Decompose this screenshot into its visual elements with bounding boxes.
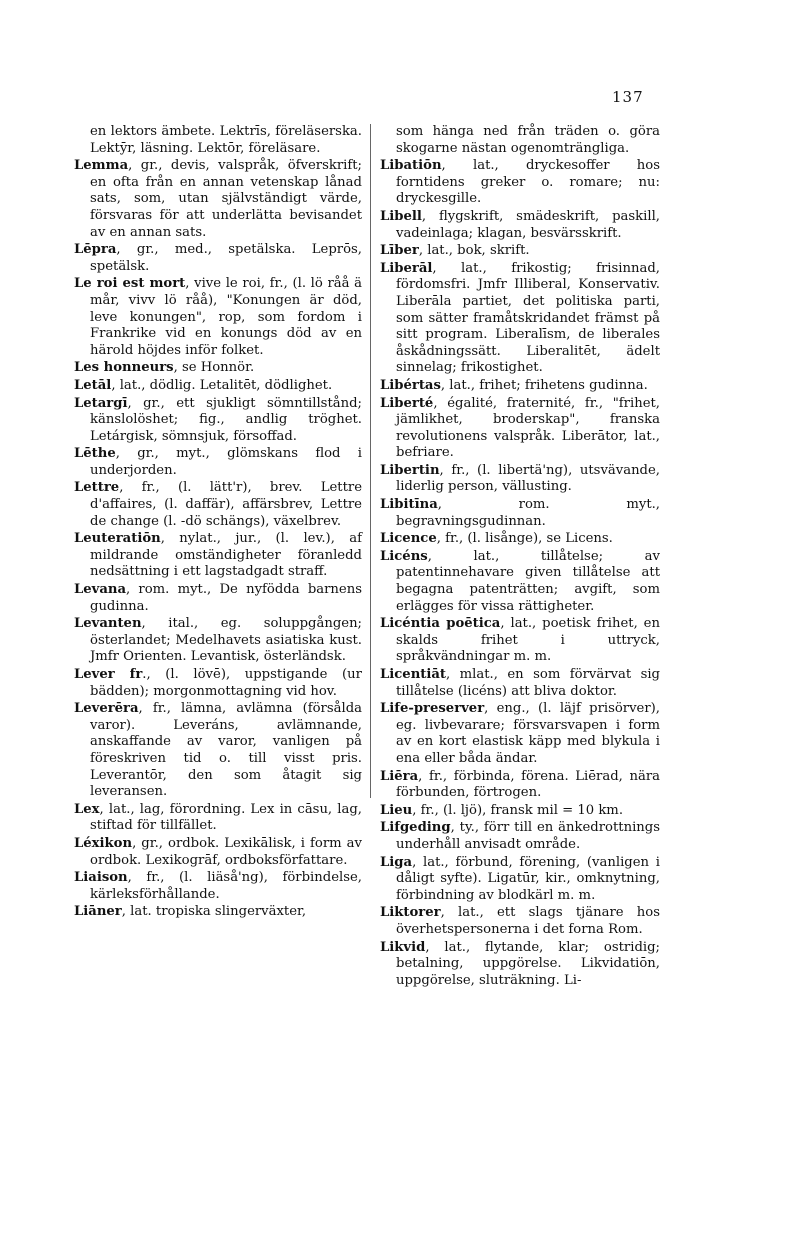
- dictionary-entry: Līber, lat., bok, skrift.: [380, 243, 530, 259]
- entry-headword: Licéntia poētica: [380, 616, 501, 632]
- dictionary-entry: Libell, flygskrift, smädeskrift, paskill, vadeinlaga; klagan, besvärsskrift.: [380, 208, 660, 241]
- entry-headword: Leuteratiōn: [74, 531, 161, 547]
- dictionary-entry: Levanten, ital., eg. soluppgången; österlandet; Medelhavets asiatiska kust. Jmfr Orienten. Levantisk, österländsk.: [74, 616, 362, 665]
- dictionary-entry: Letāl, lat., dödlig. Letalitēt, dödlighet.: [74, 377, 333, 393]
- entry-headword: Lever fr: [74, 667, 143, 682]
- dictionary-entry: Lex, lat., lag, förordning. Lex in cāsu, lag, stiftad för tillfället.: [74, 801, 362, 834]
- entry-headword: Liberāl: [380, 260, 433, 276]
- entry-headword: Libértas: [380, 377, 441, 393]
- dictionary-entry: Libatiōn, lat., dryckesoffer hos forntidens greker o. romare; nu: dryckesgille.: [380, 158, 660, 207]
- dictionary-entry: Le roi est mort, vive le roi, fr., (l. lö råå ä mår, vivv lö råå), "Konungen är död, leve konungen", rop, som fordom i Frankrike vid en konungs död av en härold höjdes inför folket.: [74, 276, 363, 358]
- dictionary-entry: Liktorer, lat., ett slags tjänare hos överhetspersonerna i det forna Rom.: [380, 905, 660, 937]
- dictionary-entry: en lektors ämbete. Lektrīs, föreläserska. Lektȳr, läsning. Lektōr, föreläsare.: [90, 124, 362, 156]
- page-number: 137: [612, 88, 644, 106]
- entry-headword: Liaison: [74, 870, 128, 886]
- dictionary-entry: Libertin, fr., (l. libertä'ng), utsvävande, liderlig person, vällusting.: [380, 462, 660, 495]
- entry-headword: Les honneurs: [74, 360, 174, 376]
- entry-headword: Libell: [380, 208, 422, 224]
- dictionary-entry: Lemma, gr., devis, valspråk, öfverskrift; en ofta från en annan vetenskap lånad sats, som, utan självständigt värde, försvaras för att underlätta bevisandet av en annan sats.: [74, 158, 362, 240]
- entry-headword: Libertin: [380, 462, 440, 478]
- dictionary-entry: Lettre, fr., (l. lätt'r), brev. Lettre d'affaires, (l. daffär), affärsbrev, Lettre de change (l. -dö schängs), växelbrev.: [74, 480, 362, 529]
- dictionary-entry: som hänga ned från träden o. göra skogarne nästan ogenomträngliga.: [396, 124, 660, 156]
- entry-headword: Letargī: [74, 395, 128, 411]
- dictionary-entry: Les honneurs, se Honnör.: [74, 360, 255, 376]
- entry-headword: Lemma: [74, 158, 129, 174]
- dictionary-entry: Liaison, fr., (l. liäså'ng), förbindelse, kärleksförhållande.: [74, 870, 362, 902]
- entry-headword: Léxikon: [74, 835, 133, 851]
- dictionary-entry: Leuteratiōn, nylat., jur., (l. lev.), af mildrande omständigheter föranledd nedsättning i ett lagstadgadt straff.: [74, 531, 362, 580]
- dictionary-entry: Licéns, lat., tillåtelse; av patentinnehavare given tillåtelse att begagna patenträtten; avgift, som erlägges för vissa rättigheter.: [380, 548, 660, 614]
- entry-headword: Libatiōn: [380, 158, 442, 174]
- entry-headword: Letāl: [74, 377, 112, 393]
- dictionary-entry: Libértas, lat., frihet; frihetens gudinna.: [380, 377, 648, 393]
- dictionary-entry: Liberāl, lat., frikostig; frisinnad, fördomsfri. Jmfr Illiberal, Konservativ. Liberāla partiet, det politiska parti, som sätter framåtskridandet främst på sitt program. Liberalīsm, de liberales åskådningssätt. Liberalitēt, ädelt sinnelag; frikostighet.: [380, 260, 660, 376]
- entry-headword: Liga: [380, 854, 413, 870]
- entry-headword: Lēpra: [74, 242, 117, 258]
- dictionary-entry: Lever fr., (l. lövē), uppstigande (ur bädden); morgonmottagning vid hov.: [74, 667, 362, 699]
- entry-headword: Liberté: [380, 395, 434, 411]
- entry-headword: Liēra: [380, 768, 419, 784]
- entry-headword: Liktorer: [380, 905, 441, 921]
- dictionary-entry: Liga, lat., förbund, förening, (vanligen i dåligt syfte). Ligatūr, kir., omknytning, förbindning av blodkärl m. m.: [380, 854, 660, 903]
- dictionary-entry: Lēpra, gr., med., spetälska. Leprōs, spetälsk.: [74, 242, 362, 274]
- dictionary-entry: Libitīna, rom. myt., begravningsgudinnan.: [380, 497, 660, 529]
- entry-headword: Leverēra: [74, 701, 139, 717]
- entry-headword: Līber: [380, 243, 419, 259]
- entry-headword: Libitīna: [380, 497, 438, 513]
- entry-headword: Licéns: [380, 548, 428, 564]
- entry-headword: Liāner: [74, 904, 122, 920]
- dictionary-entry: Letargī, gr., ett sjukligt sömntillstånd; känslolöshet; fig., andlig tröghet. Letárgisk, sömnsjuk, försoffad.: [74, 395, 362, 444]
- column-divider: [370, 124, 371, 798]
- dictionary-entry: Léxikon, gr., ordbok. Lexikālisk, i form av ordbok. Lexikogrāf, ordboksförfattare.: [74, 835, 362, 868]
- entry-headword: Levana: [74, 582, 127, 598]
- entry-headword: Life-preserver: [380, 701, 485, 717]
- entry-headword: Levanten: [74, 616, 142, 632]
- entry-headword: Licence: [380, 531, 437, 547]
- entry-headword: Likvid: [380, 939, 426, 955]
- dictionary-entry: Levana, rom. myt., De nyfödda barnens gudinna.: [74, 582, 362, 614]
- dictionary-entry: Licéntia poētica, lat., poetisk frihet, en skalds frihet i uttryck, språkvändningar m. m.: [380, 616, 660, 665]
- left-column: [74, 124, 362, 922]
- dictionary-entry: Leverēra, fr., lämna, avlämna (försålda varor). Leveráns, avlämnande, anskaffande av varor, vanligen på föreskriven tid o. till visst pris. Leverantōr, den som åtagit sig leveransen.: [74, 701, 362, 800]
- dictionary-entry: Licentiāt, mlat., en som förvärvat sig tillåtelse (licéns) att bliva doktor.: [380, 667, 660, 699]
- entry-headword: Licentiāt: [380, 667, 447, 682]
- entry-headword: Lex: [74, 801, 100, 817]
- entry-headword: Lēthe: [74, 446, 116, 462]
- dictionary-entry: Licence, fr., (l. lisånge), se Licens.: [380, 531, 613, 547]
- dictionary-entry: Liāner, lat. tropiska slingerväxter,: [74, 904, 307, 920]
- dictionary-entry: Likvid, lat., flytande, klar; ostridig; betalning, uppgörelse. Likvidatiōn, uppgörelse, sluträkning. Li-: [380, 939, 660, 988]
- entry-headword: Le roi est mort: [74, 276, 186, 292]
- dictionary-entry: Liberté, égalité, fraternité, fr., "frihet, jämlikhet, broderskap", franska revolutionens valspråk. Liberātor, lat., befriare.: [380, 395, 660, 461]
- dictionary-entry: Lēthe, gr., myt., glömskans flod i underjorden.: [74, 446, 362, 478]
- entry-headword: Lettre: [74, 480, 120, 496]
- entry-headword: Lieu: [380, 802, 413, 818]
- dictionary-entry: Life-preserver, eng., (l. läjf prisörver), eg. livbevarare; försvarsvapen i form av en kort elastisk käpp med blykula i ena eller båda ändar.: [380, 701, 660, 766]
- right-column: [380, 124, 660, 990]
- entry-headword: Lifgeding: [380, 820, 451, 836]
- dictionary-entry: Liēra, fr., förbinda, förena. Liērad, nära förbunden, förtrogen.: [380, 768, 660, 801]
- dictionary-entry: Lifgeding, ty., förr till en änkedrottnings underhåll anvisadt område.: [380, 820, 660, 852]
- dictionary-entry: Lieu, fr., (l. ljö), fransk mil = 10 km.: [380, 802, 624, 818]
